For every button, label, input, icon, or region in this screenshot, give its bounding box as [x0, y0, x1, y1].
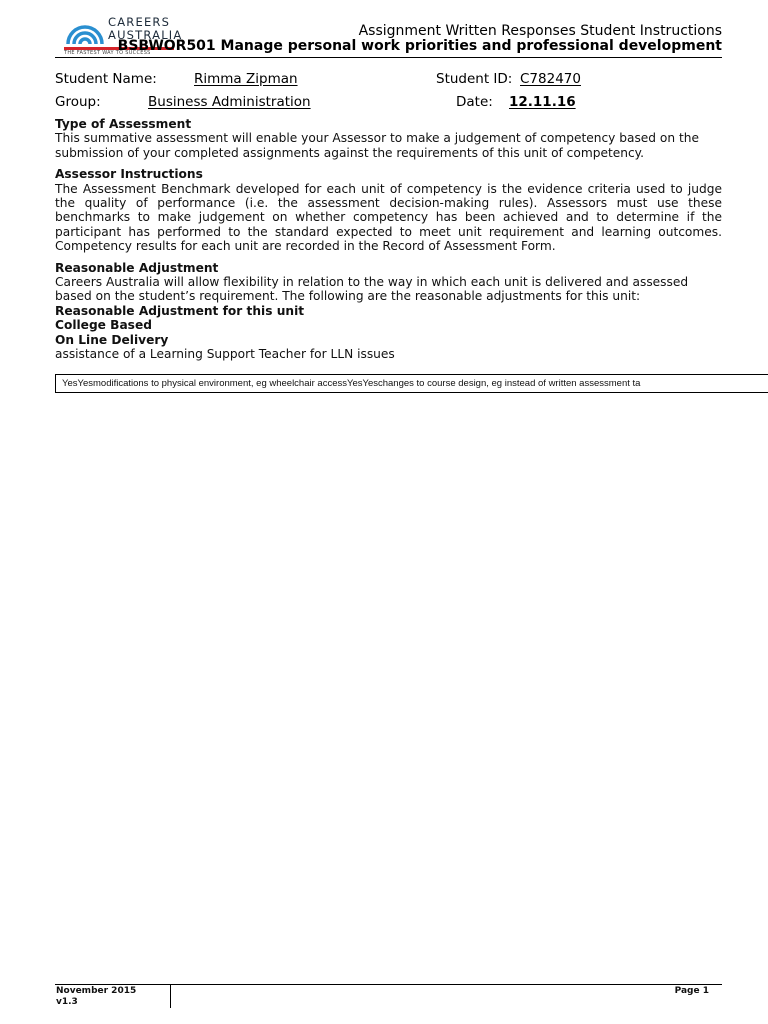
adjustment-table-row: YesYesmodifications to physical environment, eg wheelchair accessYesYeschanges to course design, eg instead of written assessment ta — [55, 374, 768, 393]
footer-date: November 2015 — [56, 986, 137, 996]
document-title: Assignment Written Responses Student Instructions — [358, 23, 722, 39]
reasonable-adjustment-heading: Reasonable Adjustment — [55, 260, 219, 275]
support-teacher-text: assistance of a Learning Support Teacher for LLN issues — [55, 347, 395, 362]
unit-title: BSBWOR501 Manage personal work priorities and professional development — [117, 38, 722, 54]
student-name-label: Student Name: — [55, 71, 157, 87]
logo-text-australia: AUSTRALIA — [108, 28, 183, 42]
assessor-instructions-text: The Assessment Benchmark developed for each unit of competency is the evidence criteria used to judge the quality of performance (i.e. the assessment decision-making rules). Assessors must use these benchmarks to make judgement on whether competency has been achieved and to determine if the participant has performed to the standard expected to meet unit requirement and learning outcomes. Competency results for each unit are recorded in the Record of Assessment Form. — [55, 181, 722, 254]
student-id-value: C782470 — [520, 71, 581, 87]
type-of-assessment-text: This summative assessment will enable your Assessor to make a judgement of competency based on the submission of your completed assignments against the requirements of this unit of competency. — [55, 131, 699, 160]
college-based-label: College Based — [55, 318, 152, 333]
logo-tagline: THE FASTEST WAY TO SUCCESS — [64, 50, 151, 56]
assessor-instructions-heading: Assessor Instructions — [55, 167, 203, 182]
reasonable-adjustment-text: Careers Australia will allow flexibility in relation to the way in which each unit is delivered and assessed based on the student’s requirement. The following are the reasonable adjustments for this unit: — [55, 275, 689, 304]
type-of-assessment-heading: Type of Assessment — [55, 117, 192, 131]
document-body — [55, 117, 722, 362]
student-name-value: Rimma Zipman — [194, 71, 298, 87]
student-id-label: Student ID: — [436, 71, 513, 87]
unit-adjustment-heading: Reasonable Adjustment for this unit — [55, 303, 305, 318]
footer-version: v1.3 — [56, 997, 78, 1007]
online-delivery-label: On Line Delivery — [55, 332, 169, 347]
footer-column-divider — [170, 984, 171, 1008]
footer-page-number: Page 1 — [674, 986, 709, 996]
page-footer — [55, 984, 722, 1008]
footer-divider — [55, 984, 722, 985]
header-divider — [55, 57, 722, 58]
concentric-arcs-icon — [64, 8, 106, 50]
logo-text-careers: CAREERS — [108, 15, 171, 29]
date-value: 12.11.16 — [509, 94, 576, 110]
group-value: Business Administration — [148, 94, 311, 110]
date-label: Date: — [456, 94, 493, 110]
group-label: Group: — [55, 94, 101, 110]
